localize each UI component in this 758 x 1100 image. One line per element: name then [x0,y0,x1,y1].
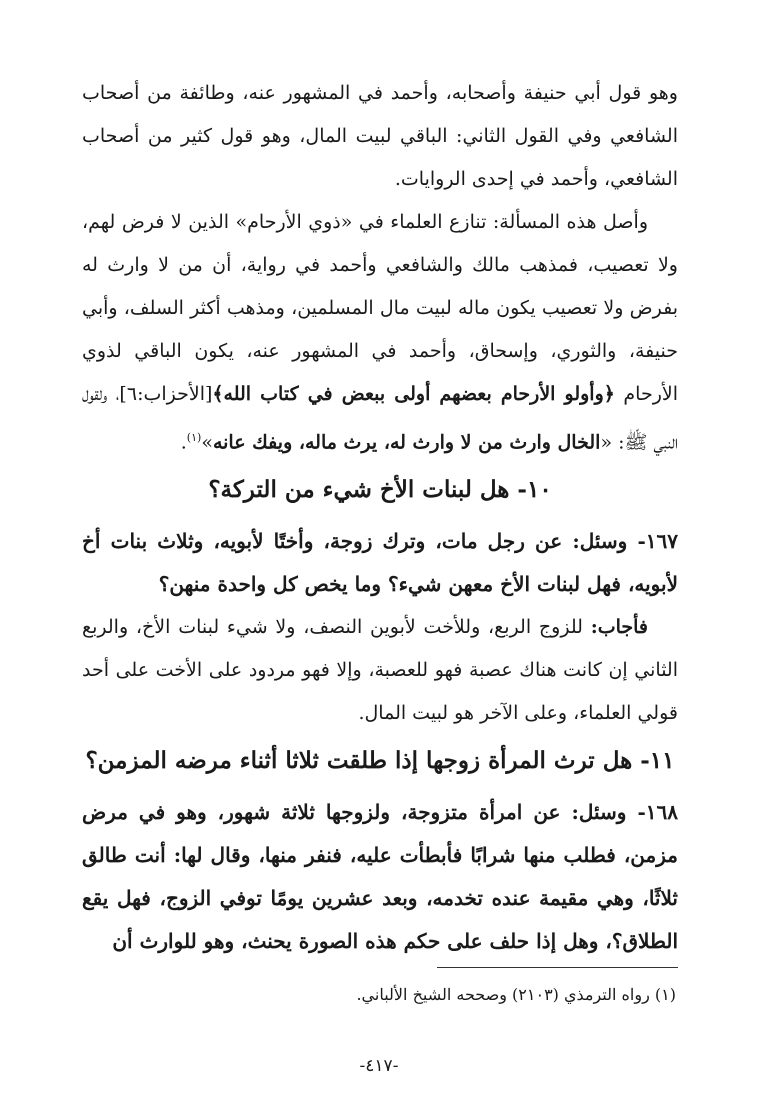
section-10-heading: ١٠- هل لبنات الأخ شيء من التركة؟ [208,476,552,504]
paragraph-origin [82,201,678,464]
hadith-end: . [180,431,187,454]
hadith-intro: ولقول النبي ﷺ: « [82,383,678,454]
page-body [82,72,678,963]
paragraph-intro: وهو قول أبي حنيفة وأصحابه، وأحمد في المشهور عنه، وطائفة من أصحاب الشافعي وفي القول الثاني: الباقي لبيت المال، وهو قول كثير من أصحاب الشافعي، وأحمد في إحدى الروايات. [82,82,678,190]
question-167: ١٦٧- وسئل: عن رجل مات، وترك زوجة، وأختًا لأبويه، وثلاث بنات أخ لأبويه، فهل لبنات الأخ معهن شيء؟ وما يخص كل واحدة منهن؟ [82,529,678,597]
answer-text: للزوج الربع، وللأخت لأبوين النصف، ولا شيء لبنات الأخ، والربع الثاني إن كانت هناك عصبة فهو للعصبة، وإلا فهو مردود على الأخت على أحد قولي العلماء، وعلى الآخر هو لبيت المال. [82,616,678,725]
quran-verse: ﴿وأولو الأرحام بعضهم أولى ببعض في كتاب الله﴾ [212,383,615,405]
footnote-marker: (١) [186,431,202,444]
hadith-close: » [201,431,213,454]
section-11-heading: ١١- هل ترث المرأة زوجها إذا طلقت ثلاثا أثناء مرضه المزمن؟ [85,747,675,775]
answer-167 [82,606,678,735]
footnote: (١) رواه الترمذي (٢١٠٣) وصححه الشيخ الألباني. [356,985,676,1004]
footnote-divider [437,967,678,968]
page-number: -٤١٧- [359,1056,399,1076]
paragraph-origin-text: وأصل هذه المسألة: تنازع العلماء في «ذوي الأرحام» الذين لا فرض لهم، ولا تعصيب، فمذهب مالك والشافعي وأحمد في رواية، أن من لا وارث له بفرض ولا تعصيب يكون ماله لبيت مال المسلمين، ومذهب أكثر السلف، وأبي حنيفة، والثوري، وإسحاق، وأحمد في المشهور عنه، يكون الباقي لذوي الأرحام [82,211,678,405]
question-168: ١٦٨- وسئل: عن امرأة متزوجة، ولزوجها ثلاثة شهور، وهو في مرض مزمن، فطلب منها شرابًا فأبطأت عليه، فنفر منها، وقال لها: أنت طالق ثلاثًا، وهي مقيمة عنده تخدمه، وبعد عشرين يومًا توفي الزوج، فهل يقع الطلاق؟، وهل إذا حلف على حكم هذه الصورة يحنث، وهو للوارث أن [82,800,678,954]
hadith-text: الخال وارث من لا وارث له، يرث ماله، ويفك عانه [212,431,601,454]
quran-reference: [الأحزاب:٦]، [115,383,213,405]
answer-label: فأجاب: [590,616,649,639]
